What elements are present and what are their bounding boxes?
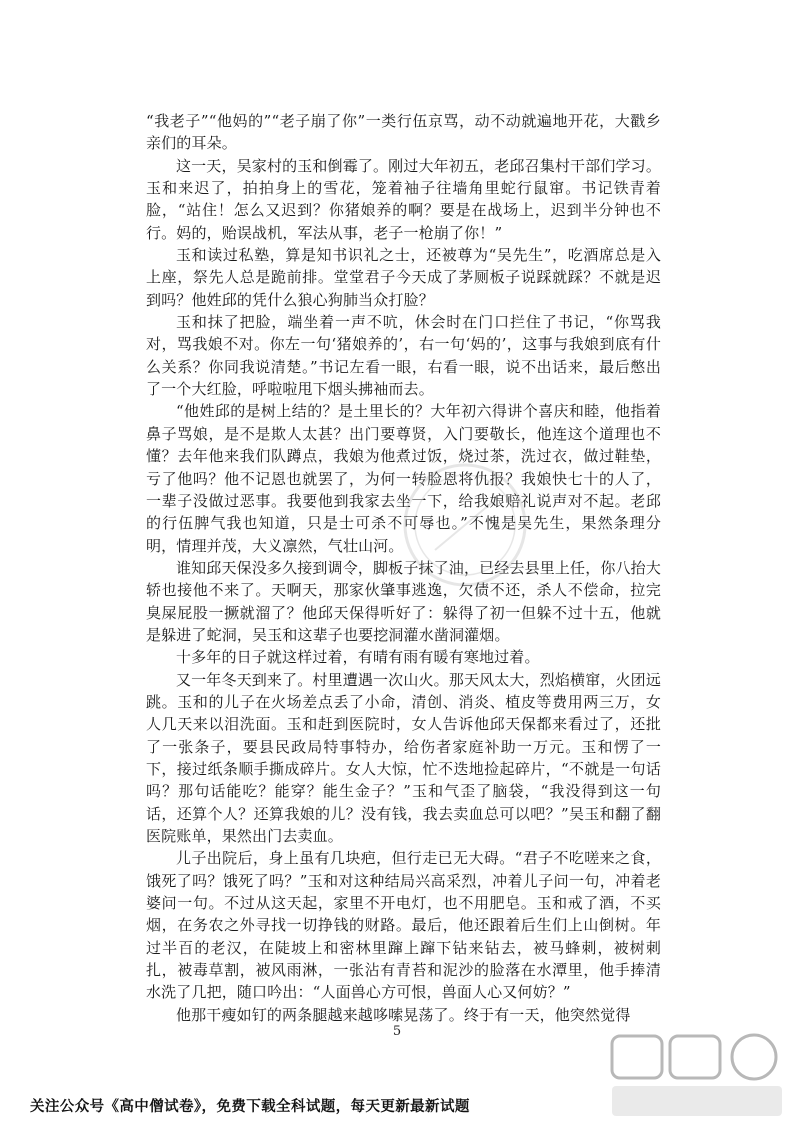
faint-stamp-watermark bbox=[395, 455, 535, 595]
footer-notice: 关注公众号《高中僧试卷》，免费下载全科试题，每天更新最新试题 bbox=[30, 1099, 470, 1115]
paragraph-5: “他姓邱的是树上结的？是土里长的？大年初六得讲个喜庆和睦，他指着鼻子骂娘，是不是欺人太甚？出门要尊贤，入门要敬长，他连这个道理也不懂？去年他来我们队蹲点，我娘为他煮过饭，烧过茶，洗过衣，做过鞋垫，亏了他吗？他不记恩也就罢了，为何一转脸恩将仇报？我娘快七十的人了，一辈子没做过恶事。我要他到我家去坐一下，给我娘赔礼说声对不起。老邱的行伍脾气我也知道，只是士可杀不可辱也。”不愧是吴先生，果然条理分明，情理并茂，大义凛然，气壮山河。 bbox=[146, 402, 661, 555]
paragraph-8: 又一年冬天到来了。村里遭遇一次山火。那天风太大，烈焰横窜，火团远跳。玉和的儿子在火场差点丢了小命，清创、消炎、植皮等费用两三万，女人几天来以泪洗面。玉和赶到医院时，女人告诉他邱天保都来看过了，还批了一张条子，要县民政局特事特办，给伤者家庭补助一万元。玉和愣了一下，接过纸条顺手撕成碎片。女人大惊，忙不迭地捡起碎片，“不就是一句话吗？那句话能吃？能穿？能生金子？”玉和气歪了脑袋，“我没得到这一句话，还算个人？还算我娘的儿？没有钱，我去卖血总可以吧？”吴玉和翻了翻医院账单，果然出门去卖血。 bbox=[146, 670, 661, 845]
paragraph-3: 玉和读过私塾，算是知书识礼之士，还被尊为“吴先生”，吃酒席总是入上座，祭先人总是跪前排。堂堂君子今天成了茅厕板子说踩就踩？不就是迟到吗？他姓邱的凭什么狼心狗肺当众打脸？ bbox=[146, 246, 661, 309]
paragraph-6: 谁知邱天保没多久接到调令，脚板子抹了油，已经去县里上任，你八抬大轿也接他不来了。天啊天，那家伙肇事逃逸，欠债不还，杀人不偿命，拉完臭屎屁股一撅就溜了？他邱天保得听好了：躲得了初一但躲不过十五，他就是躲进了蛇洞，吴玉和这辈子也要挖洞灌水凿洞灌烟。 bbox=[146, 558, 661, 644]
paragraph-9: 儿子出院后，身上虽有几块疤，但行走已无大碍。“君子不吃嗟来之食，饿死了吗？饿死了吗？”玉和对这种结局兴高采烈，冲着儿子问一句，冲着老婆问一句。不过从这天起，家里不开电灯，也不用肥皂。玉和戒了酒，不买烟，在务农之外寻找一切挣钱的财路。最后，他还跟着后生们上山倒树。年过半百的老汉，在陡坡上和密林里蹿上蹿下钻来钻去，被马蜂刺，被树刺扎，被毒草割，被风雨淋，一张沾有青苔和泥沙的脸落在水潭里，他手捧清水洗了几把，随口吟出：“人面兽心方可恨，兽面人心又何妨？” bbox=[146, 849, 661, 1002]
paragraph-4: 玉和抹了把脸，端坐着一声不吭，休会时在门口拦住了书记，“你骂我对，骂我娘不对。你左一句‘猪娘养的’，右一句‘妈的’，这事与我娘到底有什么关系？你同我说清楚。”书记左看一眼，右看一眼，说不出话来，最后憋出了一个大红脸，呼啦啦甩下烟头拂袖而去。 bbox=[146, 313, 661, 399]
mxqe-watermark-logo bbox=[606, 1030, 791, 1120]
paragraph-10: 他那干瘦如钉的两条腿越来越哆嗦晃荡了。终于有一天，他突然觉得 bbox=[176, 1005, 631, 1024]
paragraph-2: 这一天，吴家村的玉和倒霉了。刚过大年初五，老邱召集村干部们学习。玉和来迟了，拍拍身上的雪花，笼着袖子往墙角里蛇行鼠窜。书记铁青着脸，“站住！怎么又迟到？你猪娘养的啊？要是在战场上，迟到半分钟也不行。妈的，贻误战机，军法从事，老子一枪崩了你！” bbox=[146, 156, 661, 242]
paragraph-1: “我老子”“他妈的”“老子崩了你”一类行伍京骂，动不动就遍地开花，大戳乡亲们的耳朵。 bbox=[146, 112, 661, 153]
page-number: 5 bbox=[392, 1024, 402, 1039]
paragraph-7: 十多年的日子就这样过着，有晴有雨有暖有寒地过着。 bbox=[176, 648, 540, 667]
